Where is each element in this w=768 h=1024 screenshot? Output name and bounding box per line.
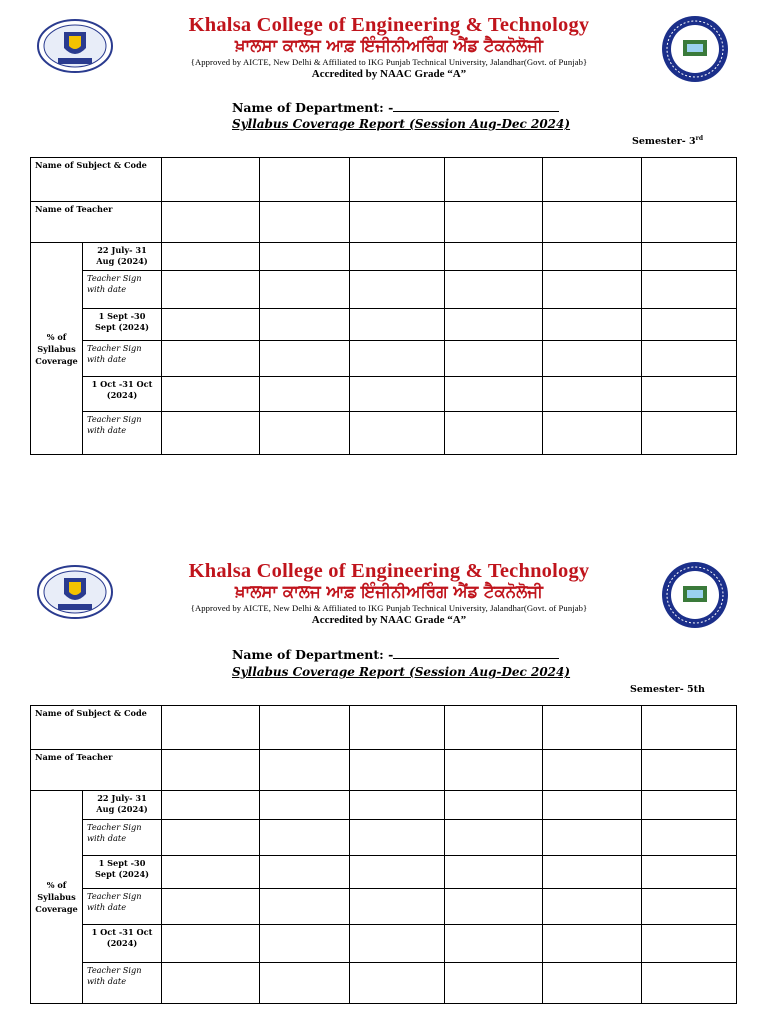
table-cell[interactable] [350,309,445,341]
teacher-sign-label: Teacher Sign with date [83,889,162,925]
table-cell[interactable] [543,412,642,455]
teacher-sign-label: Teacher Sign with date [83,412,162,455]
college-crest-logo [36,564,114,620]
table-row [31,791,737,820]
table-row [31,750,737,791]
table-cell[interactable] [642,377,737,412]
table-row [31,412,737,455]
approval-line: {Approved by AICTE, New Delhi & Affiliated to IKG Punjab Technical University, Jalandhar(Govt. of Punjab} [190,603,588,613]
table-cell[interactable] [642,412,737,455]
table-cell[interactable] [350,377,445,412]
table-cell[interactable] [350,925,445,963]
table-cell[interactable] [445,309,543,341]
table-cell[interactable] [260,309,350,341]
table-cell[interactable] [260,341,350,377]
table-cell[interactable] [260,412,350,455]
semester-text: Semester- 5th [630,684,705,696]
table-cell[interactable] [162,791,260,820]
teacher-sign-label: Teacher Sign with date [83,341,162,377]
table-cell[interactable] [162,889,260,925]
department-label: Name of Department: - [232,647,394,662]
table-cell[interactable] [445,158,543,202]
table-cell[interactable] [162,412,260,455]
table-cell[interactable] [642,791,737,820]
table-cell[interactable] [445,706,543,750]
table-cell[interactable] [642,243,737,271]
table-cell[interactable] [642,820,737,856]
table-cell[interactable] [350,963,445,1004]
table-cell[interactable] [543,791,642,820]
table-cell[interactable] [162,706,260,750]
syllabus-coverage-label: % of Syllabus Coverage [31,791,83,1004]
period-label: 1 Sept -30 Sept (2024) [83,309,162,341]
table-cell[interactable] [260,158,350,202]
report-title: Syllabus Coverage Report (Session Aug-Dec 2024) [232,665,571,679]
table-cell[interactable] [350,158,445,202]
table-cell[interactable] [350,706,445,750]
table-cell[interactable] [260,271,350,309]
table-cell[interactable] [162,309,260,341]
table-cell[interactable] [350,202,445,243]
table-cell[interactable] [543,309,642,341]
table-cell[interactable] [350,856,445,889]
table-cell[interactable] [543,341,642,377]
table-cell[interactable] [260,791,350,820]
department-field [232,100,559,115]
period-label: 1 Sept -30 Sept (2024) [83,856,162,889]
table-row [31,158,737,202]
table-cell[interactable] [445,271,543,309]
table-cell[interactable] [445,243,543,271]
approval-line: {Approved by AICTE, New Delhi & Affiliated to IKG Punjab Technical University, Jalandhar(Govt. of Punjab} [190,57,588,67]
college-seal-logo [656,560,734,630]
table-cell[interactable] [260,750,350,791]
table-cell[interactable] [350,791,445,820]
subject-code-label: Name of Subject & Code [31,706,162,750]
table-row [31,243,737,271]
table-cell[interactable] [350,271,445,309]
table-row [31,889,737,925]
table-cell[interactable] [445,750,543,791]
table-row [31,963,737,1004]
period-label: 1 Oct -31 Oct (2024) [83,925,162,963]
table-cell[interactable] [162,158,260,202]
table-cell[interactable] [642,271,737,309]
table-cell[interactable] [350,412,445,455]
table-cell[interactable] [642,750,737,791]
table-cell[interactable] [642,925,737,963]
table-cell[interactable] [543,963,642,1004]
table-cell[interactable] [260,925,350,963]
table-cell[interactable] [642,706,737,750]
syllabus-coverage-label: % of Syllabus Coverage [31,243,83,455]
table-cell[interactable] [260,202,350,243]
table-cell[interactable] [162,202,260,243]
table-cell[interactable] [260,820,350,856]
table-cell[interactable] [543,750,642,791]
table-cell[interactable] [642,341,737,377]
table-cell[interactable] [642,889,737,925]
table-row [31,820,737,856]
table-cell[interactable] [445,202,543,243]
table-cell[interactable] [445,820,543,856]
table-cell[interactable] [445,963,543,1004]
table-cell[interactable] [162,963,260,1004]
table-cell[interactable] [543,158,642,202]
table-cell[interactable] [162,271,260,309]
table-cell[interactable] [445,412,543,455]
table-row [31,706,737,750]
period-label: 22 July- 31 Aug (2024) [83,243,162,271]
table-row [31,202,737,243]
table-cell[interactable] [543,889,642,925]
teacher-sign-label: Teacher Sign with date [83,963,162,1004]
table-cell[interactable] [162,750,260,791]
period-label: 22 July- 31 Aug (2024) [83,791,162,820]
table-cell[interactable] [260,889,350,925]
table-cell[interactable] [350,243,445,271]
syllabus-coverage-table [30,157,737,455]
subject-code-label: Name of Subject & Code [31,158,162,202]
department-blank[interactable] [393,100,559,112]
semester-label [630,683,705,695]
table-cell[interactable] [543,820,642,856]
semester-ordinal: rd [695,135,704,142]
table-row [31,856,737,889]
college-name: Khalsa College of Engineering & Technology [188,14,590,36]
table-cell[interactable] [445,791,543,820]
period-label: 1 Oct -31 Oct (2024) [83,377,162,412]
table-row [31,309,737,341]
table-cell[interactable] [260,377,350,412]
table-cell[interactable] [445,925,543,963]
table-cell[interactable] [162,820,260,856]
table-cell[interactable] [543,202,642,243]
teacher-sign-label: Teacher Sign with date [83,271,162,309]
table-cell[interactable] [642,202,737,243]
table-cell[interactable] [260,963,350,1004]
table-cell[interactable] [543,856,642,889]
letterhead [36,14,736,84]
table-cell[interactable] [445,856,543,889]
department-label: Name of Department: - [232,100,394,115]
table-cell[interactable] [350,889,445,925]
table-row [31,271,737,309]
table-cell[interactable] [543,706,642,750]
table-cell[interactable] [543,377,642,412]
table-cell[interactable] [445,377,543,412]
table-cell[interactable] [350,820,445,856]
department-field [232,647,559,662]
table-row [31,341,737,377]
table-cell[interactable] [260,706,350,750]
table-cell[interactable] [260,856,350,889]
table-cell[interactable] [260,243,350,271]
table-row [31,377,737,412]
college-seal-logo [656,14,734,84]
report-title: Syllabus Coverage Report (Session Aug-Dec 2024) [232,117,571,131]
table-cell[interactable] [445,341,543,377]
table-cell[interactable] [642,158,737,202]
syllabus-coverage-table [30,705,737,1004]
table-cell[interactable] [543,243,642,271]
college-name-punjabi: ਖ਼ਾਲਸਾ ਕਾਲਜ ਆਫ਼ ਇੰਜੀਨੀਅਰਿੰਗ ਐਂਡ ਟੈਕਨੋਲੋਜੀ [235,36,543,55]
college-name: Khalsa College of Engineering & Technology [188,560,590,582]
teacher-name-label: Name of Teacher [31,750,162,791]
table-cell[interactable] [162,925,260,963]
semester-label [632,135,703,147]
table-cell[interactable] [162,243,260,271]
naac-accreditation: Accredited by NAAC Grade “A” [311,614,467,626]
letterhead [36,560,736,630]
table-cell[interactable] [642,309,737,341]
table-cell[interactable] [162,377,260,412]
department-blank[interactable] [393,647,559,659]
table-cell[interactable] [350,341,445,377]
table-row [31,925,737,963]
table-cell[interactable] [162,341,260,377]
teacher-sign-label: Teacher Sign with date [83,820,162,856]
table-cell[interactable] [162,856,260,889]
semester-text: Semester- 3 [632,136,696,148]
table-cell[interactable] [543,271,642,309]
table-cell[interactable] [350,750,445,791]
table-cell[interactable] [445,889,543,925]
naac-accreditation: Accredited by NAAC Grade “A” [311,68,467,80]
table-cell[interactable] [642,856,737,889]
table-cell[interactable] [543,925,642,963]
teacher-name-label: Name of Teacher [31,202,162,243]
table-cell[interactable] [642,963,737,1004]
college-name-punjabi: ਖ਼ਾਲਸਾ ਕਾਲਜ ਆਫ਼ ਇੰਜੀਨੀਅਰਿੰਗ ਐਂਡ ਟੈਕਨੋਲੋਜੀ [235,582,543,601]
college-crest-logo [36,18,114,74]
